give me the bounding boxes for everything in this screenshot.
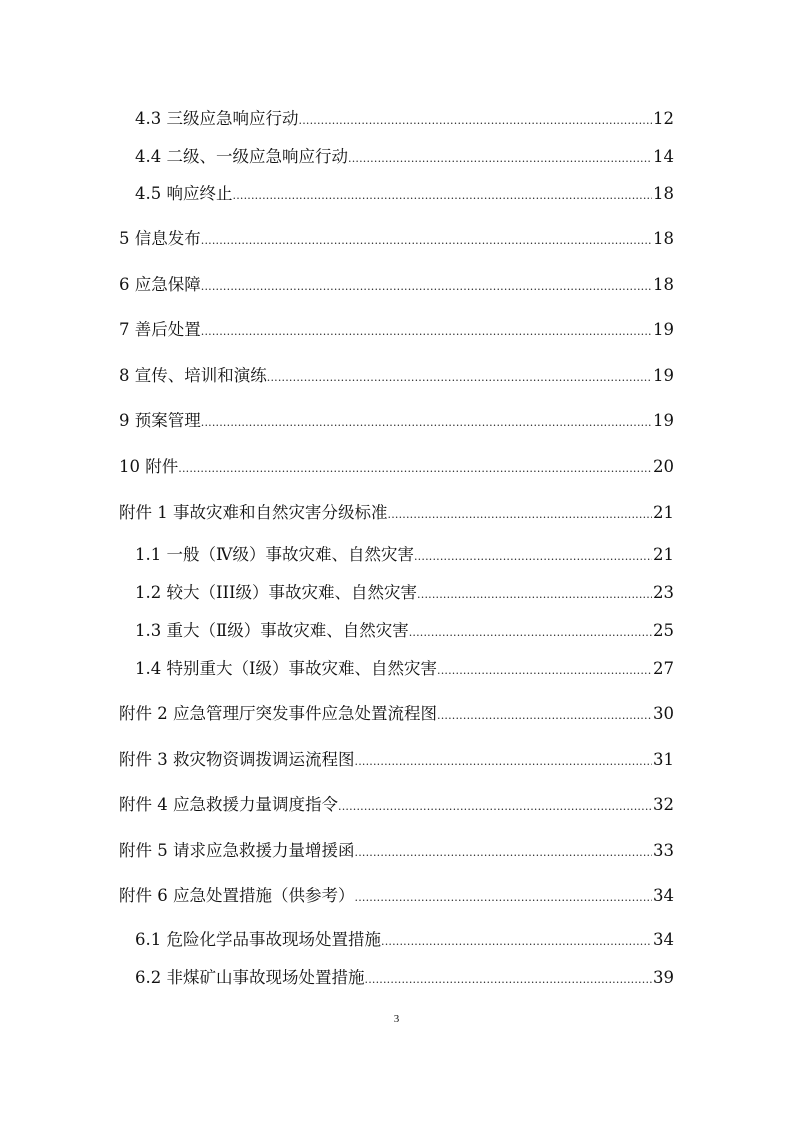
toc-entry bbox=[0, 745, 793, 775]
toc-dot-leader bbox=[355, 836, 653, 866]
toc-entry-title: 6.1 危险化学品事故现场处置措施 bbox=[135, 930, 381, 949]
toc-dot-leader bbox=[299, 104, 653, 134]
page-number: 3 bbox=[393, 1013, 400, 1025]
toc-entry-page: 12 bbox=[653, 109, 674, 128]
toc-entry-page: 14 bbox=[653, 147, 674, 166]
toc-dot-leader bbox=[201, 406, 652, 436]
toc-entry-page: 33 bbox=[653, 841, 674, 860]
toc-entry-page: 34 bbox=[653, 930, 674, 949]
toc-entry-page: 39 bbox=[653, 968, 674, 987]
toc-entry-title: 6 应急保障 bbox=[119, 275, 201, 294]
toc-entry-title: 1.3 重大（Ⅱ级）事故灾难、自然灾害 bbox=[135, 621, 409, 640]
toc-entry-title: 9 预案管理 bbox=[119, 411, 201, 430]
toc-entry bbox=[0, 963, 793, 993]
toc-dot-leader bbox=[355, 745, 653, 775]
toc-entry-page: 19 bbox=[653, 366, 674, 385]
toc-entry-title: 附件 5 请求应急救援力量增援函 bbox=[119, 841, 355, 860]
toc-dot-leader bbox=[437, 654, 652, 684]
toc-dot-leader bbox=[201, 224, 652, 254]
toc-entry-page: 27 bbox=[653, 659, 674, 678]
toc-entry-page: 19 bbox=[653, 411, 674, 430]
toc-entry bbox=[0, 315, 793, 345]
toc-entry bbox=[0, 925, 793, 955]
toc-entry bbox=[0, 452, 793, 482]
toc-entry-page: 18 bbox=[653, 184, 674, 203]
toc-entry-page: 20 bbox=[653, 457, 674, 476]
toc-entry-page: 19 bbox=[653, 320, 674, 339]
toc-entry-title: 4.4 二级、一级应急响应行动 bbox=[135, 147, 348, 166]
toc-dot-leader bbox=[409, 616, 652, 646]
toc-entry-page: 18 bbox=[653, 275, 674, 294]
toc-entry bbox=[0, 498, 793, 528]
toc-dot-leader bbox=[233, 179, 653, 209]
toc-entry-page: 25 bbox=[653, 621, 674, 640]
toc-entry bbox=[0, 224, 793, 254]
toc-dot-leader bbox=[414, 540, 652, 570]
toc-dot-leader bbox=[381, 925, 652, 955]
toc-entry bbox=[0, 270, 793, 300]
toc-entry bbox=[0, 654, 793, 684]
toc-entry-page: 30 bbox=[653, 704, 674, 723]
toc-entry-title: 附件 3 救灾物资调拨调运流程图 bbox=[119, 750, 355, 769]
toc-entry-title: 4.5 响应终止 bbox=[135, 184, 233, 203]
toc-entry bbox=[0, 104, 793, 134]
toc-entry-title: 1.4 特别重大（Ⅰ级）事故灾难、自然灾害 bbox=[135, 659, 438, 678]
toc-entry bbox=[0, 540, 793, 570]
toc-entry bbox=[0, 578, 793, 608]
toc-entry bbox=[0, 881, 793, 911]
toc-entry-title: 1.2 较大（III级）事故灾难、自然灾害 bbox=[135, 583, 418, 602]
toc-entry-title: 附件 6 应急处置措施（供参考） bbox=[119, 886, 355, 905]
toc-entry-title: 8 宣传、培训和演练 bbox=[119, 366, 267, 385]
toc-entry-page: 31 bbox=[653, 750, 674, 769]
toc-entry-page: 18 bbox=[653, 229, 674, 248]
toc-entry-page: 21 bbox=[653, 545, 674, 564]
toc-entry bbox=[0, 790, 793, 820]
toc-entry-title: 6.2 非煤矿山事故现场处置措施 bbox=[135, 968, 365, 987]
toc-entry bbox=[0, 836, 793, 866]
toc-entry-page: 23 bbox=[653, 583, 674, 602]
toc-entry bbox=[0, 142, 793, 172]
toc-entry-title: 5 信息发布 bbox=[119, 229, 201, 248]
toc-entry-title: 10 附件 bbox=[119, 457, 179, 476]
toc-dot-leader bbox=[348, 142, 652, 172]
toc-entry-title: 附件 1 事故灾难和自然灾害分级标准 bbox=[119, 503, 388, 522]
toc-entry-title: 附件 4 应急救援力量调度指令 bbox=[119, 795, 338, 814]
toc-entry-page: 21 bbox=[653, 503, 674, 522]
toc-entry-title: 1.1 一般（Ⅳ级）事故灾难、自然灾害 bbox=[135, 545, 414, 564]
toc-entry-page: 32 bbox=[653, 795, 674, 814]
toc-entry-title: 附件 2 应急管理厅突发事件应急处置流程图 bbox=[119, 704, 437, 723]
toc-entry bbox=[0, 406, 793, 436]
toc-dot-leader bbox=[417, 578, 652, 608]
toc-dot-leader bbox=[178, 452, 652, 482]
toc-entry-title: 7 善后处置 bbox=[119, 320, 201, 339]
toc-dot-leader bbox=[267, 361, 652, 391]
toc-entry bbox=[0, 616, 793, 646]
toc-entry bbox=[0, 179, 793, 209]
toc-entry-page: 34 bbox=[653, 886, 674, 905]
toc-dot-leader bbox=[201, 315, 652, 345]
toc-dot-leader bbox=[437, 699, 652, 729]
toc-entry-title: 4.3 三级应急响应行动 bbox=[135, 109, 299, 128]
toc-dot-leader bbox=[365, 963, 653, 993]
toc-dot-leader bbox=[338, 790, 652, 820]
toc-dot-leader bbox=[388, 498, 653, 528]
toc-dot-leader bbox=[201, 270, 652, 300]
toc-dot-leader bbox=[355, 881, 653, 911]
toc-entry bbox=[0, 699, 793, 729]
toc-entry bbox=[0, 361, 793, 391]
